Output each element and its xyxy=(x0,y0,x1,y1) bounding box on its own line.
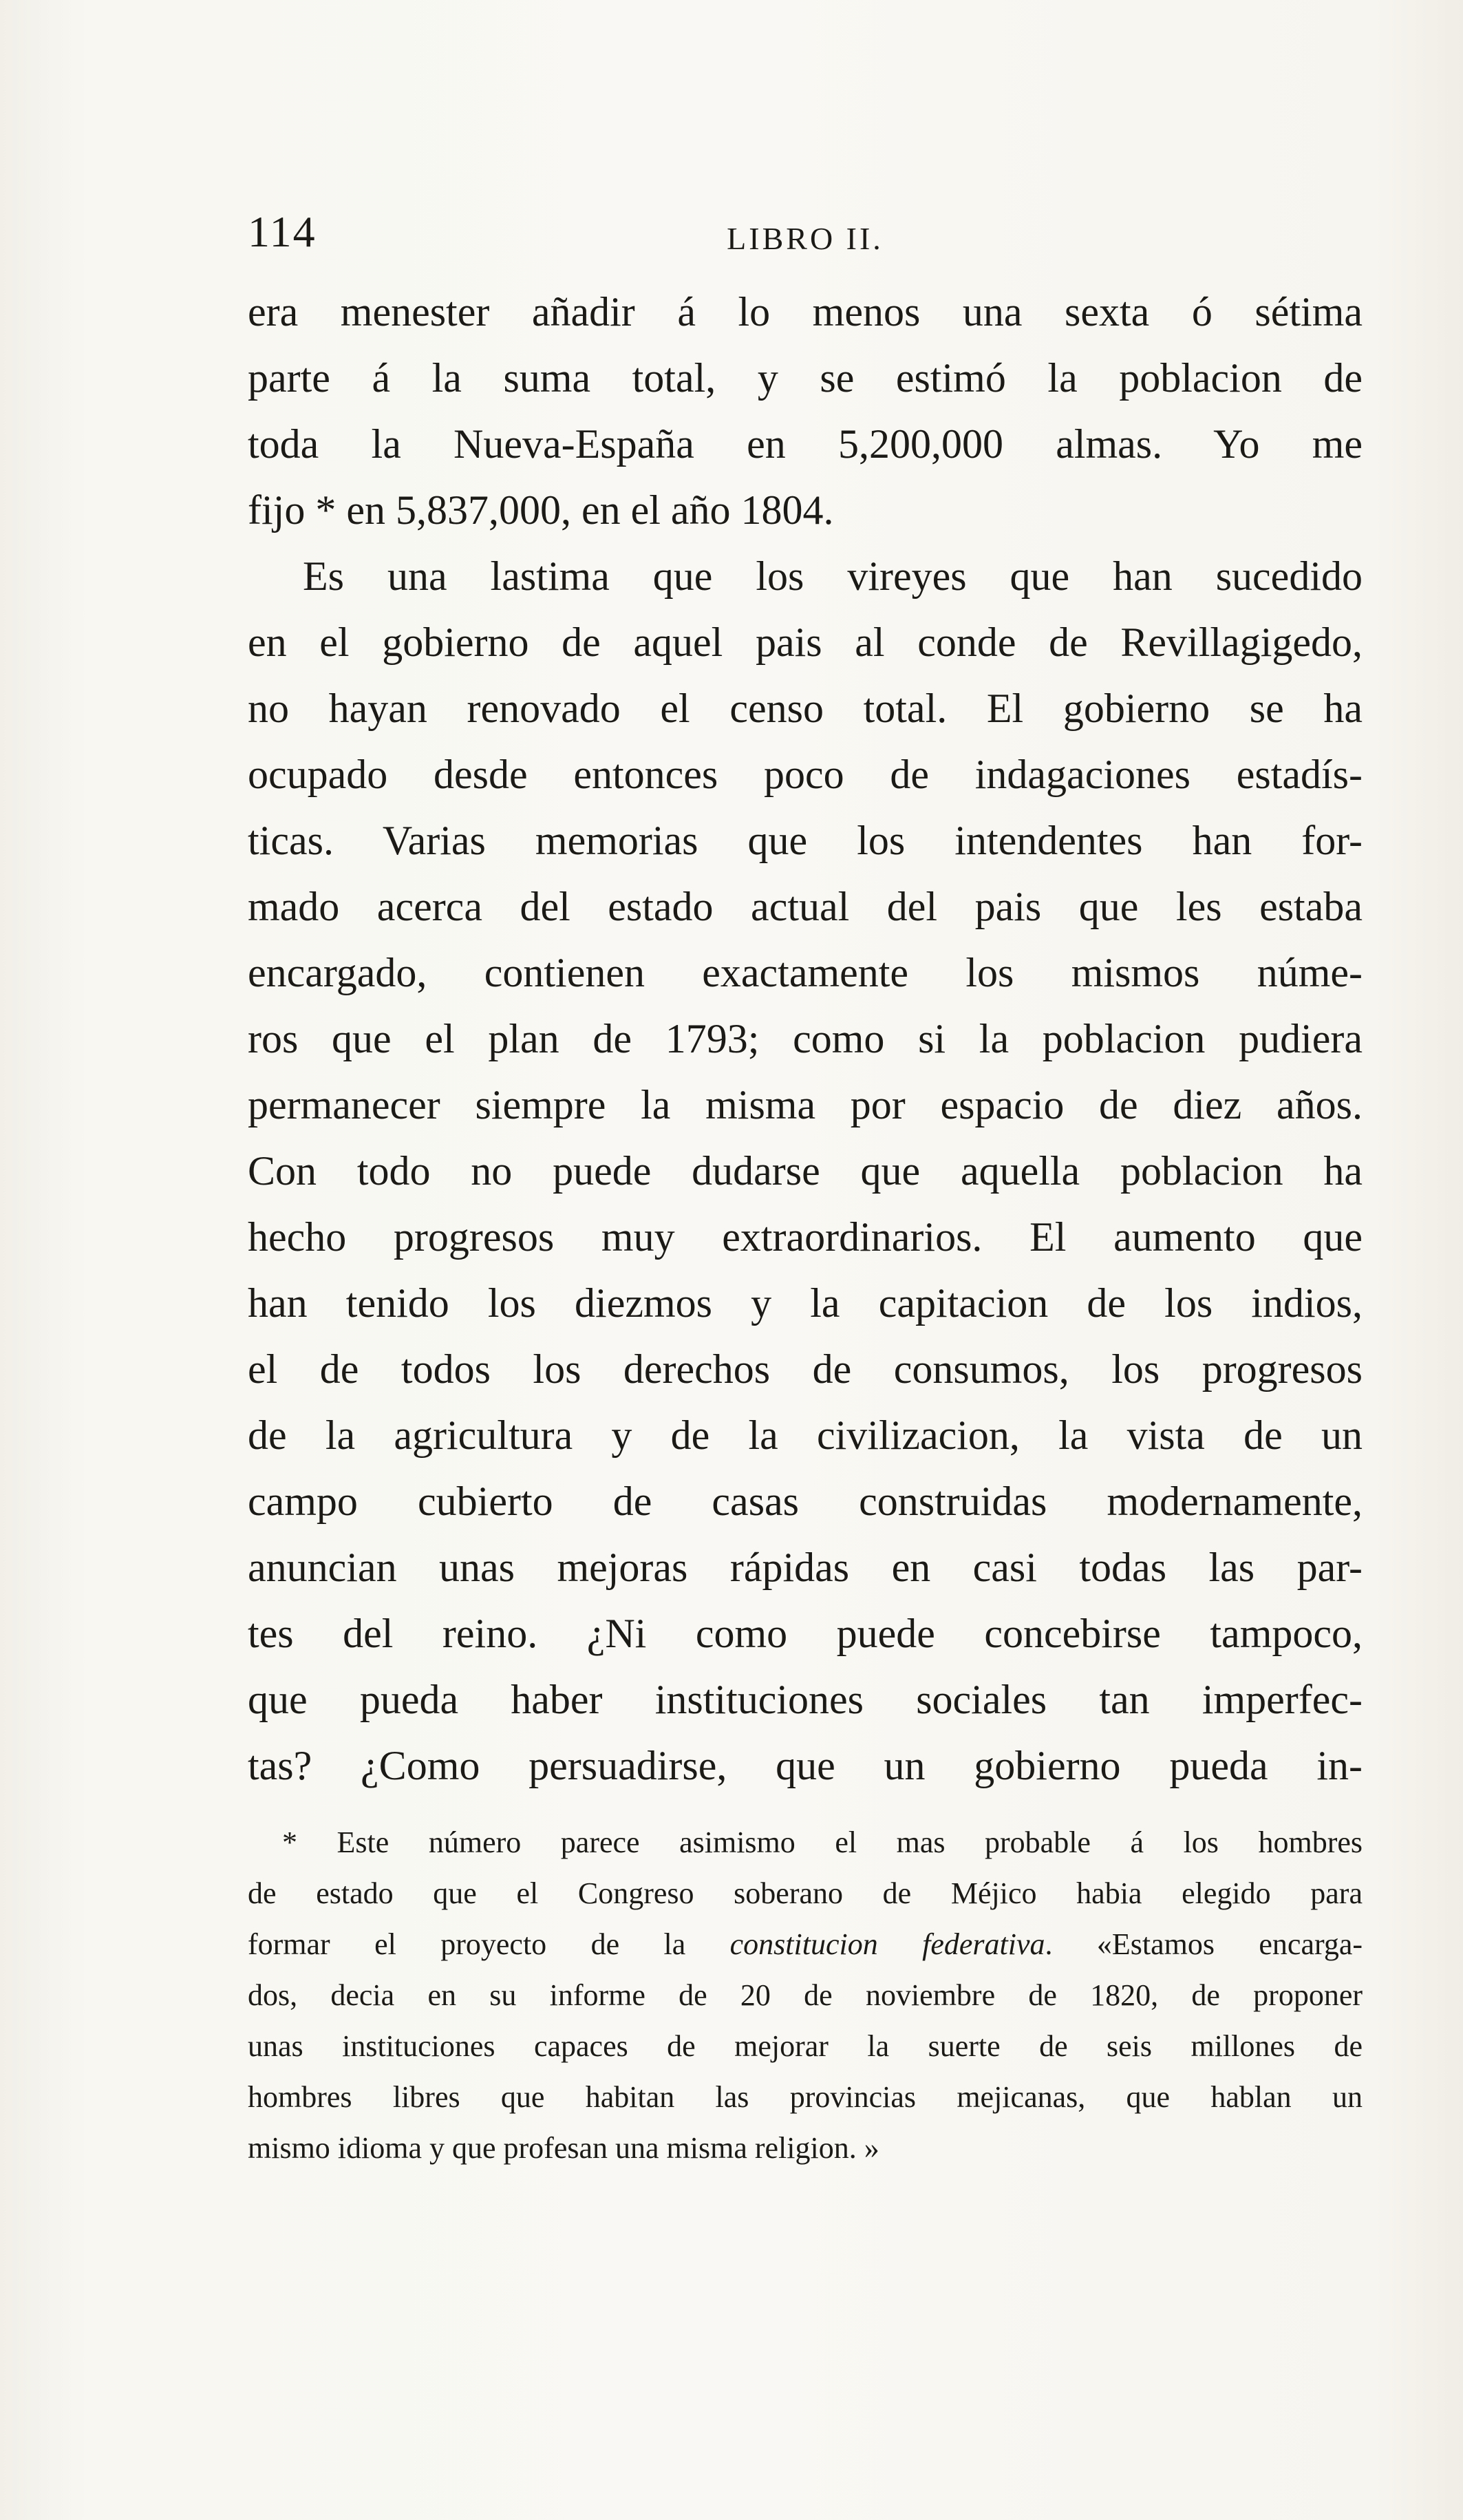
footnote-line: hombres libres que habitan las provincias mejicanas, que hablan un xyxy=(248,2080,1363,2114)
text-line: ros que el plan de 1793; como si la poblacion pudiera xyxy=(248,1016,1363,1061)
footnote-text: formar el proyecto de la xyxy=(248,1927,730,1961)
text-line: hecho progresos muy extraordinarios. El aumento que xyxy=(248,1214,1363,1260)
text-line: en el gobierno de aquel pais al conde de Revillagigedo, xyxy=(248,620,1363,665)
text-line: ocupado desde entonces poco de indagaciones estadís- xyxy=(248,752,1363,797)
footnote xyxy=(248,1817,1363,2174)
text-line: ticas. Varias memorias que los intendentes han for- xyxy=(248,818,1363,863)
text-line: anuncian unas mejoras rápidas en casi todas las par- xyxy=(248,1545,1363,1590)
text-line: de la agricultura y de la civilizacion, la vista de un xyxy=(248,1412,1363,1458)
page-number: 114 xyxy=(248,207,317,256)
text-line: parte á la suma total, y se estimó la poblacion de xyxy=(248,355,1363,401)
text-line: encargado, contienen exactamente los mismos núme- xyxy=(248,950,1363,995)
footnote-line: mismo idioma y que profesan una misma religion. » xyxy=(248,2131,879,2165)
page-header xyxy=(248,207,1363,268)
text-line: han tenido los diezmos y la capitacion de los indios, xyxy=(248,1280,1363,1326)
text-line: toda la Nueva-España en 5,200,000 almas. Yo me xyxy=(248,421,1363,467)
footnote-line: de estado que el Congreso soberano de Méjico habia elegido para xyxy=(248,1876,1363,1910)
footnote-line: dos, decia en su informe de 20 de noviembre de 1820, de proponer xyxy=(248,1978,1363,2012)
text-line: fijo * en 5,837,000, en el año 1804. xyxy=(248,487,834,533)
text-line: tes del reino. ¿Ni como puede concebirse tampoco, xyxy=(248,1611,1363,1656)
footnote-line: * Este número parece asimismo el mas probable á los hombres xyxy=(282,1825,1363,1859)
text-line: que pueda haber instituciones sociales tan imperfec- xyxy=(248,1677,1363,1722)
footnote-line: unas instituciones capaces de mejorar la suerte de seis millones de xyxy=(248,2029,1363,2063)
text-line: tas? ¿Como persuadirse, que un gobierno pueda in- xyxy=(248,1743,1363,1788)
text-line: campo cubierto de casas construidas modernamente, xyxy=(248,1479,1363,1524)
text-line: el de todos los derechos de consumos, los progresos xyxy=(248,1346,1363,1392)
footnote-text: . «Estamos encarga- xyxy=(1045,1927,1363,1961)
text-line: Es una lastima que los vireyes que han sucedido xyxy=(303,553,1363,599)
text-line: mado acerca del estado actual del pais que les estaba xyxy=(248,884,1363,929)
italic-title: constitucion federativa xyxy=(729,1927,1045,1961)
footnote-line xyxy=(248,1919,1363,1970)
text-line: era menester añadir á lo menos una sexta ó sétima xyxy=(248,289,1363,335)
body-text xyxy=(248,279,1363,1799)
text-line: Con todo no puede dudarse que aquella poblacion ha xyxy=(248,1148,1363,1194)
text-line: permanecer siempre la misma por espacio de diez años. xyxy=(248,1082,1363,1127)
text-line: no hayan renovado el censo total. El gobierno se ha xyxy=(248,686,1363,731)
running-head: LIBRO II. xyxy=(727,221,884,256)
